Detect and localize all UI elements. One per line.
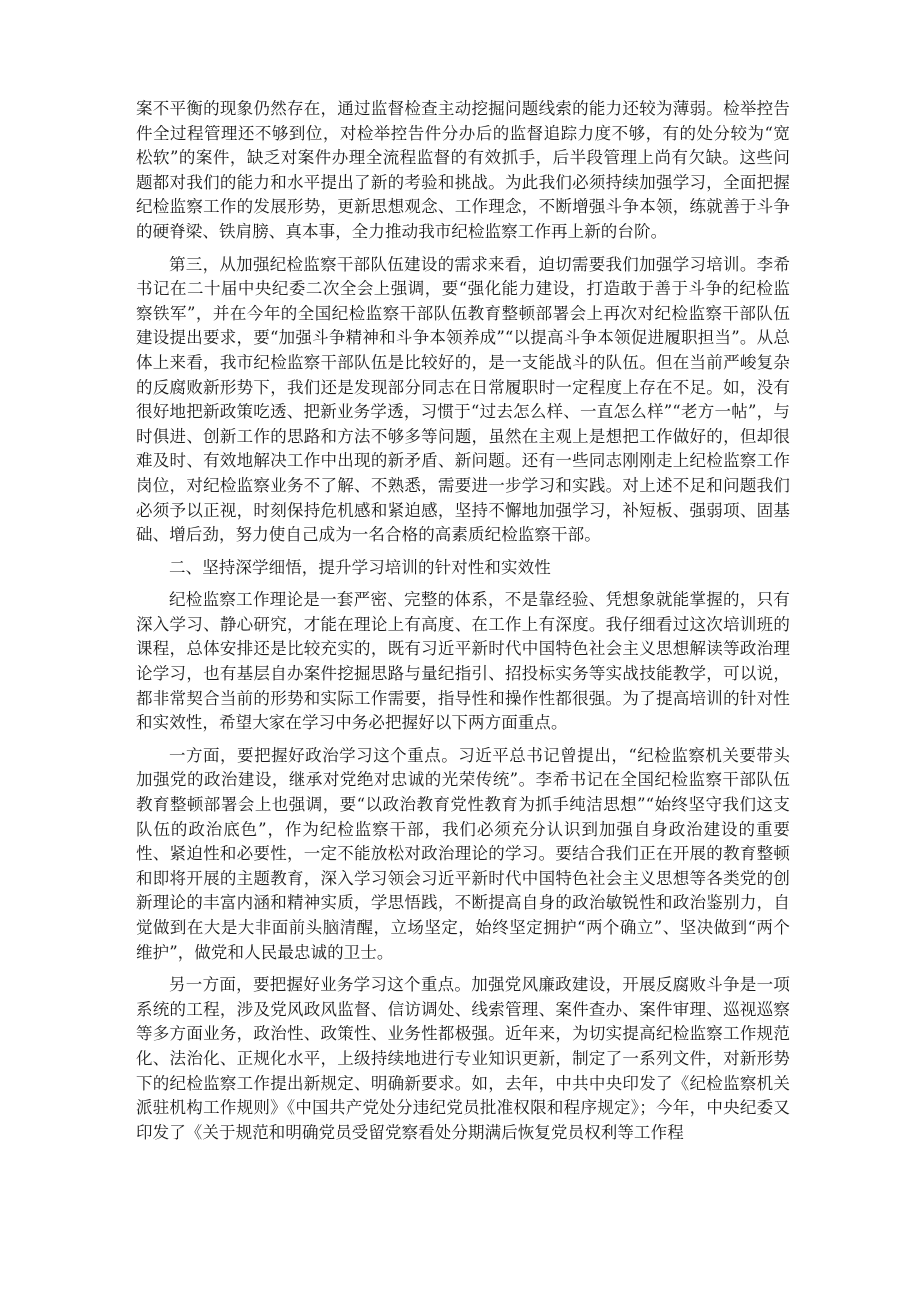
paragraph-theory: 纪检监察工作理论是一套严密、完整的体系，不是靠经验、凭想象就能掌握的，只有深入学习、静心研究，才能在理论上有高度、在工作上有深度。我仔细看过这次培训班的课程，总体安排还是比较充实的，既有习近平新时代中国特色社会主义思想解读等政治理论学习，也有基层自办案件挖掘思路与量纪指引、招投标实务等实战技能教学，可以说，都非常契合当前的形势和实际工作需要，指导性和操作性都很强。为了提高培训的针对性和实效性，希望大家在学习中务必把握好以下两方面重点。: [136, 590, 790, 733]
paragraph-business-study: 另一方面，要把握好业务学习这个重点。加强党风廉政建设，开展反腐败斗争是一项系统的工程，涉及党风政风监督、信访调处、线索管理、案件查办、案件审理、巡视巡察等多方面业务，政治性、政策性、业务性都极强。近年来，为切实提高纪检监察工作规范化、法治化、正规化水平，上级持续地进行专业知识更新，制定了一系列文件，对新形势下的纪检监察工作提出新规定、明确新要求。如，去年，中共中央印发了《纪检监察机关派驻机构工作规则》《中国共产党处分违纪党员批准权限和程序规定》；今年，中央纪委又印发了《关于规范和明确党员受留党察看处分期满后恢复党员权利等工作程: [136, 975, 790, 1142]
paragraph-continuation: 案不平衡的现象仍然存在，通过监督检查主动挖掘问题线索的能力还较为薄弱。检举控告件全过程管理还不够到位，对检举控告件分办后的监督追踪力度不够，有的处分较为“宽松软”的案件，缺乏对案件办理全流程监督的有效抓手，后半段管理上尚有欠缺。这些问题都对我们的能力和水平提出了新的考验和挑战。为此我们必须持续加强学习，全面把握纪检监察工作的发展形势，更新思想观念、工作理念，不断增强斗争本领，练就善于斗争的硬脊梁、铁肩膀、真本事，全力推动我市纪检监察工作再上新的台阶。: [136, 99, 790, 241]
paragraph-political-study: 一方面，要把握好政治学习这个重点。习近平总书记曾提出，“纪检监察机关要带头加强党的政治建设，继承对党绝对忠诚的光荣传统”。李希书记在全国纪检监察干部队伍教育整顿部署会上也强调，要“以政治教育党性教育为抓手纯洁思想”“始终坚守我们这支队伍的政治底色”，作为纪检监察干部，我们必须充分认识到加强自身政治建设的重要性、紧迫性和必要性，一定不能放松对政治理论的学习。要结合我们正在开展的教育整顿和即将开展的主题教育，深入学习领会习近平新时代中国特色社会主义思想等各类党的创新理论的丰富内涵和精神实质，学思悟践，不断提高自身的政治敏锐性和政治鉴别力，自觉做到在大是大非面前头脑清醒，立场坚定，始终坚定拥护“两个确立”、坚决做到“两个维护”，做党和人民最忠诚的卫士。: [136, 745, 790, 962]
section-heading-two: 二、坚持深学细悟，提升学习培训的针对性和实效性: [169, 557, 551, 577]
paragraph-third-point: 第三，从加强纪检监察干部队伍建设的需求来看，迫切需要我们加强学习培训。李希书记在二十届中央纪委二次全会上强调，要“强化能力建设，打造敢于善于斗争的纪检监察铁军”，并在今年的全国纪检监察干部队伍教育整顿部署会上再次对纪检监察干部队伍建设提出要求，要“加强斗争精神和斗争本领养成”“以提高斗争本领促进履职担当”。从总体上来看，我市纪检监察干部队伍是比较好的，是一支能战斗的队伍。但在当前严峻复杂的反腐败新形势下，我们还是发现部分同志在日常履职时一定程度上存在不足。如，没有很好地把新政策吃透、把新业务学透，习惯于“过去怎么样、一直怎么样”“老方一帖”，与时俱进、创新工作的思路和方法不够多等问题，虽然在主观上是想把工作做好的，但却很难及时、有效地解决工作中出现的新矛盾、新问题。还有一些同志刚刚走上纪检监察工作岗位，对纪检监察业务不了解、不熟悉，需要进一步学习和实践。对上述不足和问题我们必须予以正视，时刻保持危机感和紧迫感，坚持不懈地加强学习，补短板、强弱项、固基础、增后劲，努力使自己成为一名合格的高素质纪检监察干部。: [136, 254, 790, 545]
document-body: [136, 97, 790, 1153]
